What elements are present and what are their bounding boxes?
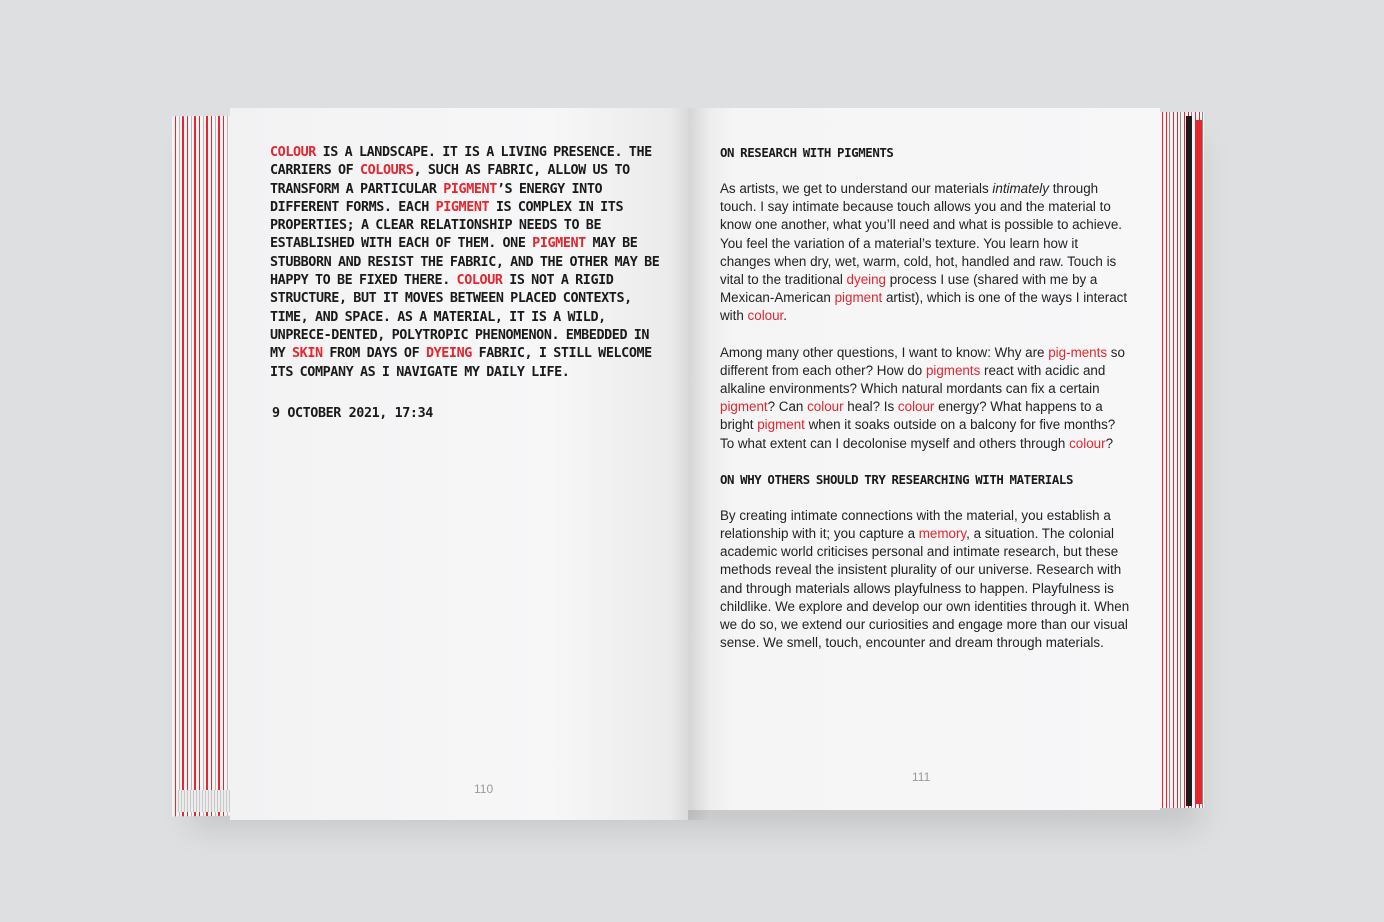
para2-highlight: colour	[807, 399, 844, 415]
para2-highlight: colour	[1069, 435, 1106, 451]
stencil-highlight: SKIN	[292, 346, 323, 362]
para2-highlight: colour	[897, 399, 935, 415]
page-number-right: 111	[912, 770, 931, 784]
stencil-highlight: PIGMENT	[443, 181, 497, 197]
left-stencil-text	[270, 144, 670, 382]
stencil-highlight: PIGMENT	[532, 236, 586, 252]
entry-date: 9 OCTOBER 2021, 17:34	[272, 406, 433, 421]
right-edge-red-stripe	[1196, 120, 1202, 804]
para1-highlight: colour	[747, 308, 784, 324]
page-number-left: 110	[474, 782, 494, 796]
book-gutter	[670, 108, 710, 820]
para2-highlight: pigments	[925, 362, 981, 378]
right-edge-black-stripe	[1186, 116, 1192, 806]
heading-why-others: ON WHY OTHERS SHOULD TRY RESEARCHING WITH MATERIALS	[720, 471, 1074, 487]
heading-research-pigments: ON RESEARCH WITH PIGMENTS	[720, 145, 894, 160]
stencil-highlight: DYEING	[425, 346, 472, 362]
stencil-highlight: COLOUR	[456, 273, 503, 289]
paragraph-connections: By creating intimate connections with the material, you establish a relationship with it; you capture a memory, a situation. The colonial academic world criticises personal and intimate research, but these methods reveal the insistent plurality of our universe. Research with and through materials allows playfulness to happen. Playfulness is childlike. We explore and develop our own identities through it. When we do so, we extend our curiosities and engage more than our visual sense. We smell, touch, encounter and dream through materials.	[720, 507, 1130, 651]
para1-highlight: pigment	[834, 290, 883, 306]
para2-highlight: pigment	[720, 399, 768, 415]
right-text-column	[720, 144, 1132, 670]
para1-highlight: dyeing	[846, 272, 887, 288]
stencil-paragraph: COLOUR IS A LANDSCAPE. IT IS A LIVING PRESENCE. THE CARRIERS OF COLOURS, SUCH AS FABRIC, ALLOW US TO TRANSFORM A PARTICULAR PIGMENT’S ENERGY INTO DIFFERENT FORMS. EACH PIGMENT IS COMPLEX IN ITS PROPERTIES; A CLEAR RELATIONSHIP NEEDS TO BE ESTABLISHED WITH EACH OF THEM. ONE PIGMENT MAY BE STUBBORN AND RESIST THE FABRIC, AND THE OTHER MAY BE HAPPY TO BE FIXED THERE. COLOUR IS NOT A RIGID STRUCTURE, BUT IT MOVES BETWEEN PLACED CONTEXTS, TIME, AND SPACE. AS A MATERIAL, IT IS A WILD, UNPRECE-DENTED, POLYTROPIC PHENOMENON. EMBEDDED IN MY SKIN FROM DAYS OF DYEING FABRIC, I STILL WELCOME ITS COMPANY AS I NAVIGATE MY DAILY LIFE.	[270, 145, 660, 380]
stencil-highlight: PIGMENT	[435, 199, 490, 215]
para2-highlight: pigment	[757, 417, 805, 433]
paragraph-questions: Among many other questions, I want to know: Why are pig-ments so different from each other? How do pigments react with acidic and alkaline environments? Which natural mordants can fix a certain pigment? Can colour heal? Is colour energy? What happens to a bright pigment when it soaks outside on a balcony for five months? To what extent can I decolonise myself and others through colour?	[720, 344, 1125, 451]
stencil-highlight: COLOUR	[270, 145, 316, 160]
para3-highlight: memory	[918, 526, 967, 542]
paragraph-touch: As artists, we get to understand our materials intimately through touch. I say intimate because touch allows you and the material to know one another, what you’ll need and what is possible to achieve. You feel the variation of a material’s texture. You learn how it changes when dry, wet, warm, cold, hot, handled and raw. Touch is vital to the traditional dyeing process I use (shared with me by a Mexican-American pigment artist), which is one of the ways I interact with colour.	[720, 181, 1128, 324]
para1-emphasis: intimately	[992, 181, 1049, 196]
stencil-highlight: COLOURS	[359, 163, 414, 179]
para2-highlight: pig-ments	[1048, 344, 1108, 360]
